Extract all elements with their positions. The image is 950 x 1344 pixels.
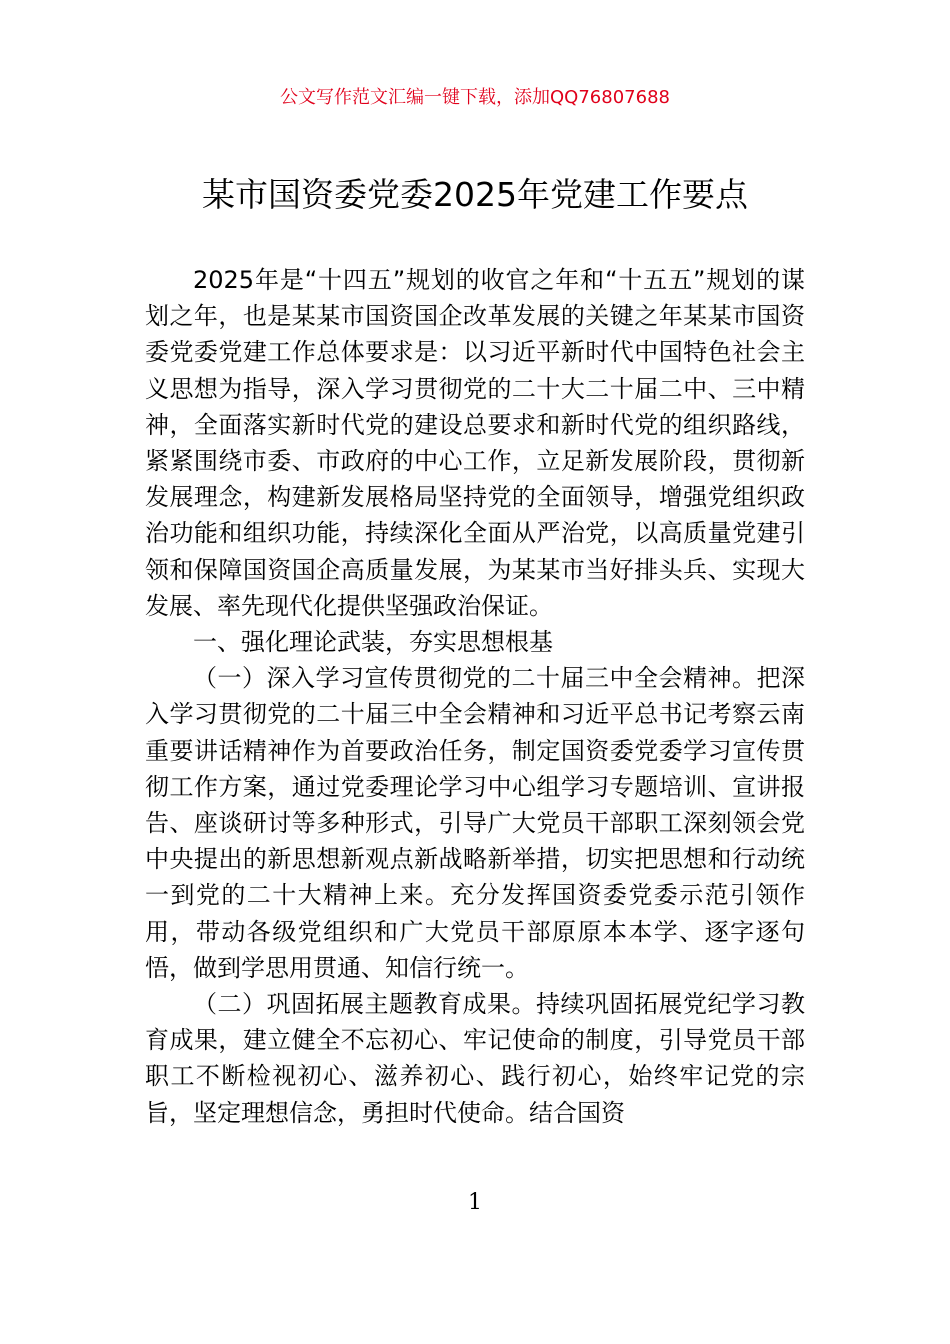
intro-paragraph: 2025年是“十四五”规划的收官之年和“十五五”规划的谋划之年，也是某某市国资国企改革发展的关键之年某某市国资委党委党建工作总体要求是：以习近平新时代中国特色社会主义思想为指导，深入学习贯彻党的二十大二十届二中、三中精神，全面落实新时代党的建设总要求和新时代党的组织路线，紧紧围绕市委、市政府的中心工作，立足新发展阶段，贯彻新发展理念，构建新发展格局坚持党的全面领导，增强党组织政治功能和组织功能，持续深化全面从严治党，以高质量党建引领和保障国资国企高质量发展，为某某市当好排头兵、实现大发展、率先现代化提供坚强政治保证。 bbox=[145, 266, 805, 620]
page-number: 1 bbox=[468, 1190, 482, 1215]
body-paragraph: （二）巩固拓展主题教育成果。持续巩固拓展党纪学习教育成果，建立健全不忘初心、牢记使命的制度，引导党员干部职工不断检视初心、滋养初心、践行初心，始终牢记党的宗旨，坚定理想信念，勇担时代使命。结合国资 bbox=[145, 990, 805, 1127]
body-paragraph: （一）深入学习宣传贯彻党的二十届三中全会精神。把深入学习贯彻党的二十届三中全会精神和习近平总书记考察云南重要讲话精神作为首要政治任务，制定国资委党委学习宣传贯彻工作方案，通过党委理论学习中心组学习专题培训、宣讲报告、座谈研讨等多种形式，引导广大党员干部职工深刻领会党中央提出的新思想新观点新战略新举措，切实把思想和行动统一到党的二十大精神上来。充分发挥国资委党委示范引领作用，带动各级党组织和广大党员干部原原本本学、逐字逐句悟，做到学思用贯通、知信行统一。 bbox=[145, 664, 805, 982]
section-heading: 一、强化理论武装，夯实思想根基 bbox=[193, 628, 553, 657]
download-banner: 公文写作范文汇编一键下载，添加QQ76807688 bbox=[280, 87, 670, 108]
document-title: 某市国资委党委2025年党建工作要点 bbox=[202, 175, 748, 214]
document-body bbox=[145, 262, 805, 1131]
